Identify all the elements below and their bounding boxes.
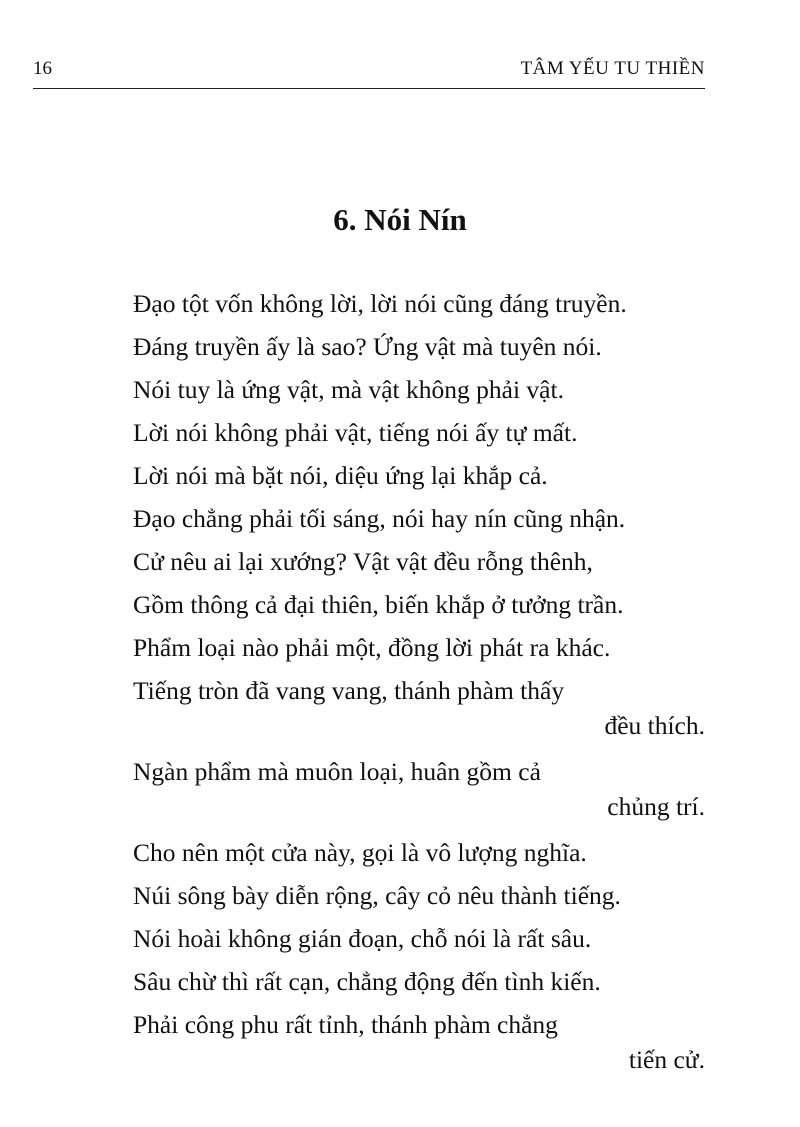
poem-line: Nói hoài không gián đoạn, chỗ nói là rất sâu. [133, 924, 592, 953]
poem-line: Núi sông bày diễn rộng, cây cỏ nêu thành tiếng. [133, 881, 621, 910]
poem-line: Cử nêu ai lại xướng? Vật vật đều rỗng thênh, [133, 547, 593, 576]
poem-line: Lời nói không phải vật, tiếng nói ấy tự mất. [133, 418, 578, 447]
section-title: 6. Nói Nín [333, 202, 467, 237]
poem-line: Đáng truyền ấy là sao? Ứng vật mà tuyên nói. [133, 332, 602, 361]
poem-line: Gồm thông cả đại thiên, biến khắp ở tưởng trần. [133, 590, 624, 619]
poem-line: Ngàn phẩm mà muôn loại, huân gồm cả [133, 757, 541, 786]
poem-line: Đạo chẳng phải tối sáng, nói hay nín cũng nhận. [133, 504, 626, 533]
poem-line-continuation: chủng trí. [607, 792, 705, 821]
poem-line: Đạo tột vốn không lời, lời nói cũng đáng truyền. [133, 289, 627, 318]
poem-line-continuation: tiến cử. [628, 1045, 705, 1074]
poem-body [133, 282, 705, 1084]
poem-line: Nói tuy là ứng vật, mà vật không phải vật. [133, 375, 564, 404]
running-title: TÂM YẾU TU THIỀN [520, 58, 705, 79]
running-header [33, 58, 705, 89]
poem-line: Tiếng tròn đã vang vang, thánh phàm thấy [133, 676, 565, 705]
poem-line: Sâu chừ thì rất cạn, chẳng động đến tình kiến. [133, 967, 601, 996]
page-number: 16 [33, 58, 52, 79]
poem-line: Lời nói mà bặt nói, diệu ứng lại khắp cả. [133, 461, 548, 490]
poem-line: Cho nên một cửa này, gọi là vô lượng nghĩa. [133, 838, 587, 867]
poem-line: Phẩm loại nào phải một, đồng lời phát ra khác. [133, 633, 611, 662]
poem-line-continuation: đều thích. [604, 711, 705, 740]
poem-line: Phải công phu rất tỉnh, thánh phàm chẳng [133, 1010, 558, 1039]
